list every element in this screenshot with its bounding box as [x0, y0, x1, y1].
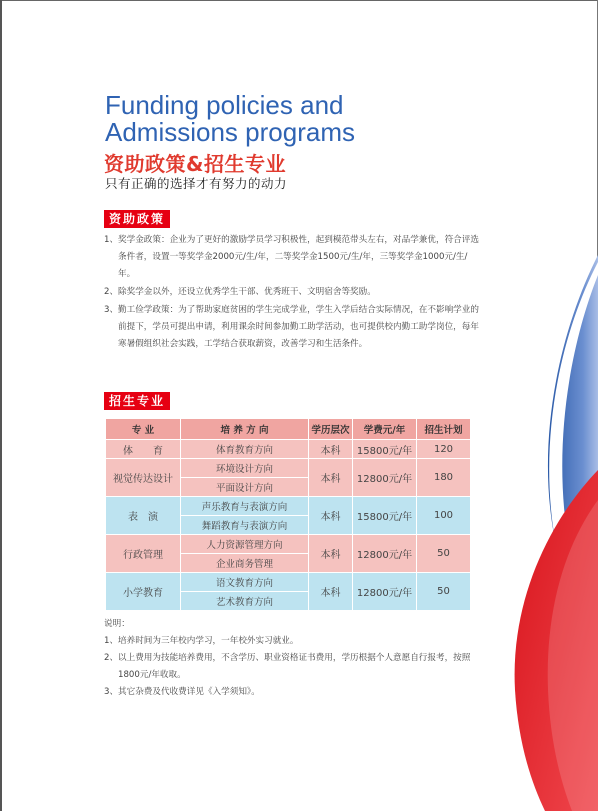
table-header-row	[106, 419, 471, 440]
table-group	[106, 535, 471, 573]
policy-item-number: 1、	[104, 235, 119, 245]
admissions-table	[105, 418, 471, 611]
note-item	[104, 684, 484, 701]
notes-section	[104, 616, 484, 701]
note-item	[104, 650, 484, 684]
table-row	[106, 497, 471, 516]
cell-major: 体 育	[106, 440, 181, 459]
title-english	[105, 92, 405, 146]
note-item-number: 3、	[104, 687, 119, 697]
cell-plan: 100	[417, 497, 471, 535]
title-en-line-2: Admissions programs	[105, 117, 355, 147]
cell-major: 视觉传达设计	[106, 459, 181, 497]
cell-level: 本科	[309, 497, 353, 535]
title-chinese: 资助政策&招生专业	[104, 152, 286, 176]
note-item-text: 其它杂费及代收费详见《入学须知》。	[118, 687, 260, 697]
cell-level: 本科	[309, 440, 353, 459]
table-row	[106, 459, 471, 478]
table-group	[106, 459, 471, 497]
cell-major: 小学教育	[106, 573, 181, 611]
cell-major: 表 演	[106, 497, 181, 535]
admissions-section-tag: 招生专业	[104, 392, 170, 410]
cell-plan: 50	[417, 573, 471, 611]
cell-plan: 180	[417, 459, 471, 497]
cell-direction: 声乐教育与表演方向	[181, 497, 309, 516]
swoosh-red-shape	[515, 470, 598, 811]
cell-direction: 环境设计方向	[181, 459, 309, 478]
cell-fee: 12800元/年	[353, 459, 417, 497]
policy-item-number: 3、	[104, 305, 119, 315]
page-border-left	[0, 0, 2, 811]
cell-direction: 人力资源管理方向	[181, 535, 309, 554]
cell-direction: 舞蹈教育与表演方向	[181, 516, 309, 535]
cell-level: 本科	[309, 459, 353, 497]
swoosh-white-band	[549, 262, 598, 760]
note-item-text: 以上费用为技能培养费用，不含学历、职业资格证书费用，学历根据个人意愿自行报考，按照1800元/年收取。	[118, 653, 471, 680]
cell-level: 本科	[309, 573, 353, 611]
cell-plan: 50	[417, 535, 471, 573]
cell-direction: 语文教育方向	[181, 573, 309, 592]
cell-fee: 12800元/年	[353, 535, 417, 573]
note-item-text: 培养时间为三年校内学习，一年校外实习就业。	[118, 636, 299, 646]
header-plan: 招生计划	[417, 419, 471, 440]
header-level: 学历层次	[309, 419, 353, 440]
table-row	[106, 440, 471, 459]
policy-item	[104, 232, 484, 283]
header-fee: 学费元/年	[353, 419, 417, 440]
cell-level: 本科	[309, 535, 353, 573]
cell-major: 行政管理	[106, 535, 181, 573]
cell-direction: 平面设计方向	[181, 478, 309, 497]
cell-direction: 艺术教育方向	[181, 592, 309, 611]
funding-section-tag: 资助政策	[104, 210, 170, 228]
funding-policy-list	[104, 232, 484, 354]
table-group	[106, 573, 471, 611]
note-item-number: 1、	[104, 636, 119, 646]
policy-item-text: 勤工俭学政策：为了帮助家庭贫困的学生完成学业，学生入学后结合实际情况，在不影响学业的前提下，学员可提出申请，利用课余时间参加勤工助学活动，也可提供校内勤工助学岗位，每年寒暑假组织社会实践，工学结合获取薪资，改善学习和生活条件。	[118, 305, 479, 349]
cell-direction: 企业商务管理	[181, 554, 309, 573]
table-row	[106, 573, 471, 592]
note-item-number: 2、	[104, 653, 119, 663]
policy-item-text: 除奖学金以外，还设立优秀学生干部、优秀班干、文明宿舍等奖励。	[118, 287, 376, 297]
policy-item-number: 2、	[104, 287, 119, 297]
notes-title: 说明：	[104, 619, 130, 629]
policy-item	[104, 302, 484, 353]
table-row	[106, 535, 471, 554]
cell-fee: 15800元/年	[353, 497, 417, 535]
swoosh-white-inner	[548, 500, 598, 811]
cell-fee: 15800元/年	[353, 440, 417, 459]
policy-item	[104, 284, 484, 301]
note-item	[104, 633, 484, 650]
subtitle: 只有正确的选择才有努力的动力	[105, 176, 288, 191]
header-direction: 培 养 方 向	[181, 419, 309, 440]
cell-plan: 120	[417, 440, 471, 459]
policy-item-text: 奖学金政策：企业为了更好的激励学员学习积极性，起到模范带头左右，对品学兼优，符合评选条件者，设置一等奖学金2000元/生/年，二等奖学金1500元/生/年，三等奖学金1000元/生/年。	[118, 235, 479, 279]
title-en-line-1: Funding policies and	[105, 90, 344, 120]
swoosh-blue-shape	[548, 255, 598, 760]
table-group	[106, 497, 471, 535]
cell-direction: 体育教育方向	[181, 440, 309, 459]
cell-fee: 12800元/年	[353, 573, 417, 611]
header-major: 专 业	[106, 419, 181, 440]
page-border-top	[0, 0, 598, 1]
table-group	[106, 440, 471, 459]
